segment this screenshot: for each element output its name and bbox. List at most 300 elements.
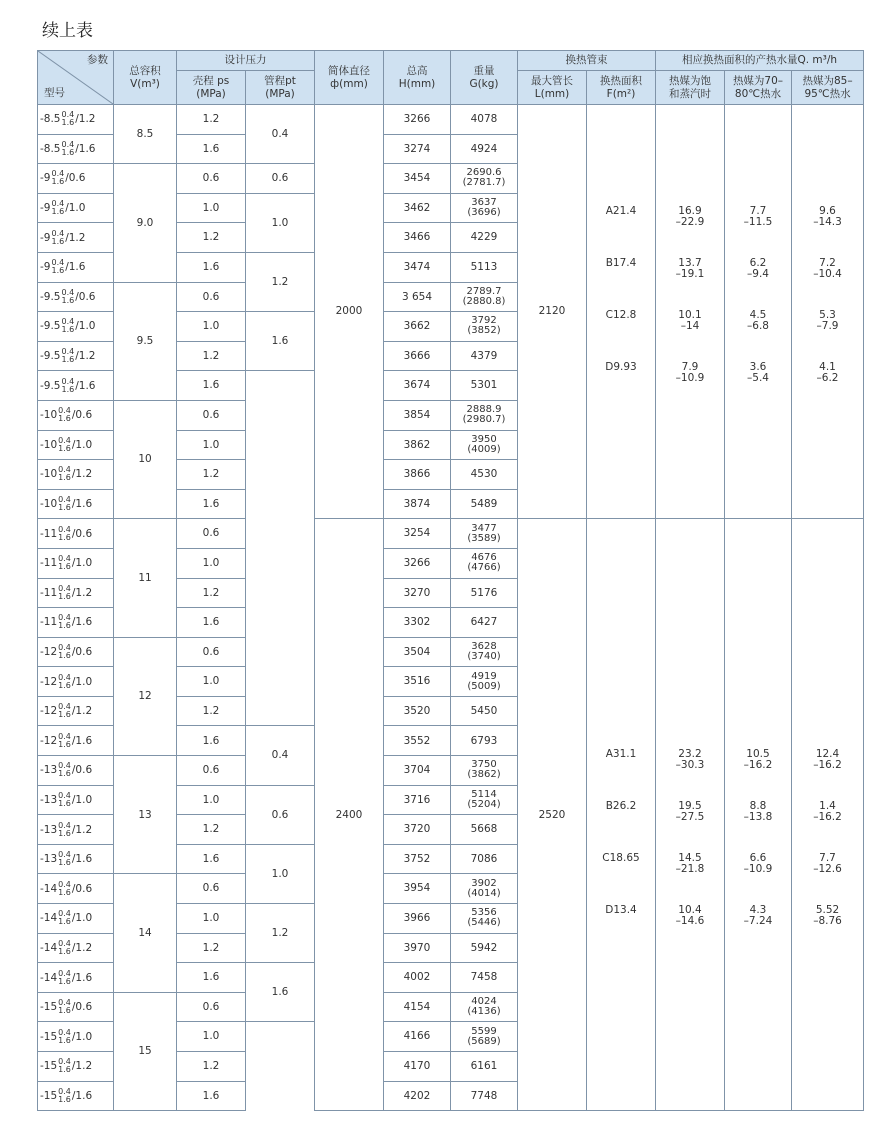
height-cell: 3516 <box>384 667 451 697</box>
model-sub: 1.6 <box>51 207 65 217</box>
model-prefix: -10 <box>40 438 58 451</box>
list-item <box>656 905 724 957</box>
model-suffix: /1.0 <box>71 912 93 925</box>
weight-cell: 4924 <box>451 134 518 164</box>
model-cell <box>38 578 114 608</box>
model-pressure-fraction <box>58 762 71 778</box>
model-prefix: -9 <box>40 172 51 185</box>
model-pressure-fraction <box>58 1029 71 1045</box>
tube-pressure-cell: 0.4 <box>246 105 315 164</box>
model-suffix: /1.2 <box>71 468 93 481</box>
model-sup: 0.4 <box>51 258 65 268</box>
shell-pressure-cell: 0.6 <box>177 874 246 904</box>
model-sub: 1.6 <box>58 503 71 513</box>
model-sup: 0.4 <box>58 672 71 682</box>
list-item: D9.93 <box>605 361 637 373</box>
model-pressure-fraction <box>58 526 71 542</box>
model-suffix: /0.6 <box>75 290 96 303</box>
header-row-1 <box>38 51 864 71</box>
model-sub: 1.6 <box>58 1006 71 1016</box>
model-cell <box>38 1022 114 1052</box>
value-line: –14 <box>680 319 700 332</box>
value-line: (5689) <box>467 1035 501 1047</box>
model-prefix: -10 <box>40 498 58 511</box>
list-item: B26.2 <box>605 800 637 813</box>
value-line: 19.5 <box>678 800 702 813</box>
model-prefix: -13 <box>40 853 58 866</box>
model-cell <box>38 430 114 460</box>
water-output-header: 相应换热面积的产热水量Q. m³/h <box>656 51 864 71</box>
list-item <box>725 905 791 957</box>
water-85-95-output-cell <box>792 105 864 519</box>
shell-pressure-cell: 0.6 <box>177 164 246 194</box>
model-sup: 0.4 <box>58 1027 71 1037</box>
value-line: 3902 <box>471 877 497 889</box>
model-suffix: /1.2 <box>71 705 93 718</box>
weight-cell: 4078 <box>451 105 518 135</box>
value-line: 4919 <box>471 670 497 682</box>
value-line: 3.6 <box>749 361 767 373</box>
weight-cell: 7086 <box>451 844 518 874</box>
weight-cell: 4530 <box>451 460 518 490</box>
model-sup: 0.4 <box>58 406 71 416</box>
model-sub: 1.6 <box>58 680 71 690</box>
model-cell <box>38 963 114 993</box>
model-suffix: /1.2 <box>65 231 86 244</box>
value-line: 7.7 <box>749 205 767 217</box>
model-prefix: -11 <box>40 557 58 570</box>
value-line: –6.2 <box>816 371 839 384</box>
model-sup: 0.4 <box>51 169 65 179</box>
bundle-header: 换热管束 <box>518 51 656 71</box>
model-pressure-fraction <box>58 703 71 719</box>
area-cell <box>587 519 656 1111</box>
tube-pressure-cell: 1.2 <box>246 252 315 311</box>
model-sub: 1.6 <box>58 562 71 572</box>
shell-pressure-cell: 1.0 <box>177 548 246 578</box>
model-suffix: /1.6 <box>75 142 96 155</box>
value-line: –10.9 <box>743 862 773 875</box>
spec-table-wrap <box>37 50 863 1111</box>
value-line: (5204) <box>467 798 501 810</box>
steam-output-cell-list <box>656 519 724 957</box>
value-line: 4.1 <box>819 361 836 373</box>
weight-cell <box>451 430 518 460</box>
area-cell <box>587 105 656 519</box>
water-70-80-header: 热媒为70– 80℃热水 <box>725 71 792 105</box>
value-line: 9.6 <box>819 205 836 217</box>
height-cell: 3 654 <box>384 282 451 312</box>
weight-cell: 4379 <box>451 341 518 371</box>
shell-pressure-cell: 1.6 <box>177 844 246 874</box>
height-cell: 3954 <box>384 874 451 904</box>
model-pressure-fraction <box>58 1088 71 1104</box>
shell-pressure-cell: 0.6 <box>177 637 246 667</box>
model-sub: 1.6 <box>58 887 71 897</box>
list-item <box>656 853 724 905</box>
weight-cell: 7458 <box>451 963 518 993</box>
page-title: 续上表 <box>42 21 93 41</box>
tube-pressure-cell <box>246 371 315 519</box>
model-pressure-fraction <box>58 881 71 897</box>
model-sub: 1.6 <box>58 917 71 927</box>
model-suffix: /1.2 <box>75 113 96 126</box>
weight-cell <box>451 193 518 223</box>
steam-output-cell <box>656 105 725 519</box>
model-cell <box>38 252 114 282</box>
height-cell: 3874 <box>384 489 451 519</box>
height-cell: 3674 <box>384 371 451 401</box>
model-sup: 0.4 <box>61 287 75 297</box>
model-sub: 1.6 <box>61 295 75 305</box>
model-suffix: /1.0 <box>75 320 96 333</box>
tube-pressure-cell: 0.4 <box>246 726 315 785</box>
shell-pressure-header: 壳程 ps (MPa) <box>177 71 246 105</box>
height-cell: 3862 <box>384 430 451 460</box>
height-cell: 3466 <box>384 223 451 253</box>
value-line: 7.2 <box>819 257 836 269</box>
height-cell: 3716 <box>384 785 451 815</box>
list-item <box>792 206 863 258</box>
model-sup: 0.4 <box>58 583 71 593</box>
total-volume-header: 总容积 V(m³) <box>114 51 177 105</box>
value-line: 10.5 <box>746 748 770 761</box>
height-cell: 4166 <box>384 1022 451 1052</box>
shell-pressure-cell: 1.0 <box>177 430 246 460</box>
model-sup: 0.4 <box>61 110 75 120</box>
weight-cell <box>451 282 518 312</box>
height-cell: 3970 <box>384 933 451 963</box>
model-pressure-fraction <box>58 1058 71 1074</box>
weight-cell: 6427 <box>451 608 518 638</box>
shell-pressure-cell: 1.0 <box>177 785 246 815</box>
model-sub: 1.6 <box>61 355 75 365</box>
water-70-80-output-cell <box>725 105 792 519</box>
model-prefix: -15 <box>40 1001 58 1014</box>
model-sub: 1.6 <box>58 443 71 453</box>
value-line: 2888.9 <box>466 404 502 416</box>
water-70-80-output-cell-list <box>725 105 791 414</box>
model-suffix: /1.0 <box>65 202 86 215</box>
height-cell: 3704 <box>384 756 451 786</box>
weight-cell <box>451 400 518 430</box>
model-sup: 0.4 <box>61 347 75 357</box>
shell-pressure-cell: 1.2 <box>177 223 246 253</box>
tube-pressure-cell: 1.0 <box>246 193 315 252</box>
model-sub: 1.6 <box>51 177 65 187</box>
model-pressure-fraction <box>51 230 64 246</box>
weight-cell <box>451 756 518 786</box>
spec-table <box>37 50 864 1111</box>
model-prefix: -12 <box>40 675 58 688</box>
model-cell <box>38 815 114 845</box>
model-sub: 1.6 <box>61 325 75 335</box>
tube-pressure-cell: 1.6 <box>246 312 315 371</box>
height-cell: 3462 <box>384 193 451 223</box>
shell-pressure-cell: 1.2 <box>177 460 246 490</box>
weight-header: 重量 G(kg) <box>451 51 518 105</box>
list-item <box>725 801 791 853</box>
tube-pressure-cell <box>246 519 315 726</box>
value-line: –11.5 <box>743 215 773 228</box>
shell-pressure-cell: 1.6 <box>177 1081 246 1111</box>
value-line: 2690.6 <box>466 167 502 179</box>
diameter-header: 简体直径 ф(mm) <box>315 51 384 105</box>
model-prefix: -9.5 <box>40 350 61 363</box>
weight-cell <box>451 874 518 904</box>
weight-cell <box>451 548 518 578</box>
list-item <box>725 749 791 801</box>
model-sub: 1.6 <box>51 236 65 246</box>
list-item <box>725 206 791 258</box>
shell-pressure-cell: 0.6 <box>177 519 246 549</box>
value-line: –7.24 <box>743 914 773 927</box>
list-item: A21.4 <box>605 205 637 217</box>
tube-pressure-header: 管程pt (MPa) <box>246 71 315 105</box>
weight-cell: 5489 <box>451 489 518 519</box>
list-item: D13.4 <box>605 904 637 917</box>
model-pressure-fraction <box>58 614 71 630</box>
model-suffix: /1.0 <box>71 793 93 806</box>
height-cell: 4002 <box>384 963 451 993</box>
value-line: –16.2 <box>813 758 842 771</box>
model-cell <box>38 933 114 963</box>
model-sub: 1.6 <box>58 769 71 779</box>
value-line: 3628 <box>471 640 497 652</box>
tube-pressure-cell: 0.6 <box>246 164 315 194</box>
shell-pressure-cell: 1.6 <box>177 726 246 756</box>
volume-cell: 14 <box>114 874 177 992</box>
model-suffix: /1.2 <box>71 1060 93 1073</box>
value-line: –22.9 <box>675 215 705 228</box>
value-line: –14.3 <box>813 215 842 228</box>
weight-cell <box>451 1022 518 1052</box>
value-line: –21.8 <box>675 862 705 875</box>
list-item <box>792 310 863 362</box>
model-pressure-fraction <box>62 289 75 305</box>
value-line: 5114 <box>471 788 497 800</box>
model-cell <box>38 726 114 756</box>
model-pressure-fraction <box>62 348 75 364</box>
model-cell <box>38 904 114 934</box>
model-cell <box>38 1052 114 1082</box>
height-cell: 3720 <box>384 815 451 845</box>
model-suffix: /1.0 <box>71 1030 93 1043</box>
model-pressure-fraction <box>58 496 71 512</box>
model-sub: 1.6 <box>58 710 71 720</box>
value-line: 4676 <box>471 552 497 564</box>
model-prefix: -9 <box>40 261 51 274</box>
value-line: 6.2 <box>749 257 767 269</box>
weight-cell: 4229 <box>451 223 518 253</box>
volume-cell: 13 <box>114 756 177 874</box>
value-line: 1.4 <box>819 800 836 813</box>
model-suffix: /1.0 <box>71 438 93 451</box>
shell-pressure-cell: 1.0 <box>177 193 246 223</box>
value-line: (3862) <box>467 769 501 781</box>
value-line: 23.2 <box>678 748 702 761</box>
model-cell <box>38 489 114 519</box>
weight-cell <box>451 637 518 667</box>
model-sup: 0.4 <box>58 850 71 860</box>
weight-cell: 6161 <box>451 1052 518 1082</box>
model-pressure-fraction <box>62 111 75 127</box>
value-line: 7.7 <box>819 852 836 865</box>
value-line: (2781.7) <box>462 177 506 189</box>
model-prefix: -11 <box>40 616 58 629</box>
volume-cell: 9.5 <box>114 282 177 400</box>
steam-header: 热媒为饱 和蒸汽时 <box>656 71 725 105</box>
model-prefix: -12 <box>40 705 58 718</box>
model-suffix: /0.6 <box>71 527 93 540</box>
model-pressure-fraction <box>58 999 71 1015</box>
model-sup: 0.4 <box>61 139 75 149</box>
model-cell <box>38 341 114 371</box>
weight-cell: 7748 <box>451 1081 518 1111</box>
value-line: –6.8 <box>747 319 769 332</box>
shell-pressure-cell: 1.6 <box>177 134 246 164</box>
volume-cell: 15 <box>114 992 177 1110</box>
shell-pressure-cell: 1.0 <box>177 1022 246 1052</box>
model-sub: 1.6 <box>58 591 71 601</box>
model-cell <box>38 193 114 223</box>
list-item <box>656 258 724 310</box>
list-item <box>792 853 863 905</box>
value-line: –8.76 <box>813 914 842 927</box>
water-85-95-output-cell-list <box>792 519 863 957</box>
value-line: (5009) <box>467 680 501 692</box>
shell-pressure-cell: 0.6 <box>177 992 246 1022</box>
model-suffix: /1.6 <box>71 971 93 984</box>
model-sup: 0.4 <box>58 790 71 800</box>
tube-pressure-cell: 1.6 <box>246 963 315 1022</box>
model-sub: 1.6 <box>51 266 65 276</box>
model-pressure-fraction <box>58 407 71 423</box>
model-prefix: -13 <box>40 823 58 836</box>
model-suffix: /0.6 <box>71 764 93 777</box>
model-suffix: /0.6 <box>71 1001 93 1014</box>
model-cell <box>38 460 114 490</box>
model-suffix: /1.6 <box>65 261 86 274</box>
model-prefix: -14 <box>40 882 58 895</box>
model-sub: 1.6 <box>61 147 75 157</box>
model-prefix: -10 <box>40 409 58 422</box>
model-sub: 1.6 <box>58 1094 71 1104</box>
model-prefix: -8.5 <box>40 113 61 126</box>
value-line: 14.5 <box>678 852 702 865</box>
model-cell <box>38 992 114 1022</box>
model-sup: 0.4 <box>58 1057 71 1067</box>
list-item <box>792 801 863 853</box>
list-item <box>792 258 863 310</box>
model-pressure-fraction <box>62 141 75 157</box>
shell-pressure-cell: 1.2 <box>177 696 246 726</box>
height-cell: 3966 <box>384 904 451 934</box>
value-line: (4766) <box>467 562 501 574</box>
model-suffix: /1.6 <box>71 734 93 747</box>
weight-cell: 5113 <box>451 252 518 282</box>
diameter-cell: 2000 <box>315 105 384 519</box>
model-cell <box>38 312 114 342</box>
tube-pressure-cell <box>246 1022 315 1111</box>
water-85-95-output-cell <box>792 519 864 1111</box>
model-sup: 0.4 <box>58 968 71 978</box>
value-line: 4.5 <box>749 309 767 321</box>
weight-cell: 5301 <box>451 371 518 401</box>
shell-pressure-cell: 1.0 <box>177 667 246 697</box>
table-row <box>38 519 864 549</box>
model-sub: 1.6 <box>61 118 75 128</box>
corner-param-label: 参数 <box>87 54 108 66</box>
value-line: –10.9 <box>675 371 705 384</box>
value-line: (3852) <box>467 325 501 337</box>
list-item <box>656 749 724 801</box>
model-suffix: /1.0 <box>71 557 93 570</box>
model-suffix: /1.0 <box>71 675 93 688</box>
value-line: –7.9 <box>816 319 839 332</box>
value-line: 3792 <box>471 315 497 327</box>
tube-pressure-cell: 0.6 <box>246 785 315 844</box>
model-sub: 1.6 <box>58 858 71 868</box>
model-sup: 0.4 <box>58 879 71 889</box>
shell-pressure-cell: 1.6 <box>177 371 246 401</box>
water-70-80-output-cell <box>725 519 792 1111</box>
water-70-80-output-cell-list <box>725 519 791 957</box>
model-cell <box>38 282 114 312</box>
height-cell: 3662 <box>384 312 451 342</box>
value-line: 3477 <box>471 522 497 534</box>
shell-pressure-cell: 1.6 <box>177 608 246 638</box>
water-85-95-output-cell-list <box>792 105 863 414</box>
model-prefix: -9.5 <box>40 320 61 333</box>
shell-pressure-cell: 0.6 <box>177 756 246 786</box>
diameter-cell: 2400 <box>315 519 384 1111</box>
model-suffix: /1.2 <box>71 586 93 599</box>
value-line: –16.2 <box>813 810 842 823</box>
shell-pressure-cell: 1.6 <box>177 252 246 282</box>
value-line: –14.6 <box>675 914 705 927</box>
volume-cell: 9.0 <box>114 164 177 282</box>
list-item <box>725 362 791 414</box>
value-line: (3696) <box>467 207 501 219</box>
shell-pressure-cell: 1.0 <box>177 312 246 342</box>
shell-pressure-cell: 1.2 <box>177 578 246 608</box>
model-cell <box>38 223 114 253</box>
model-sub: 1.6 <box>58 946 71 956</box>
model-sub: 1.6 <box>58 1035 71 1045</box>
value-line: (4136) <box>467 1006 501 1018</box>
tube-pressure-cell: 1.2 <box>246 904 315 963</box>
shell-pressure-cell: 1.2 <box>177 815 246 845</box>
model-prefix: -15 <box>40 1060 58 1073</box>
model-prefix: -9 <box>40 231 51 244</box>
water-85-95-header: 热媒为85– 95℃热水 <box>792 71 864 105</box>
value-line: 5599 <box>471 1025 497 1037</box>
model-sup: 0.4 <box>58 465 71 475</box>
model-pressure-fraction <box>58 674 71 690</box>
list-item <box>792 749 863 801</box>
model-sup: 0.4 <box>58 524 71 534</box>
model-suffix: /1.6 <box>71 616 93 629</box>
model-sup: 0.4 <box>58 938 71 948</box>
model-sup: 0.4 <box>58 642 71 652</box>
list-item <box>725 258 791 310</box>
height-cell: 3752 <box>384 844 451 874</box>
model-sup: 0.4 <box>58 731 71 741</box>
height-cell: 3302 <box>384 608 451 638</box>
height-cell: 3254 <box>384 519 451 549</box>
model-cell <box>38 105 114 135</box>
